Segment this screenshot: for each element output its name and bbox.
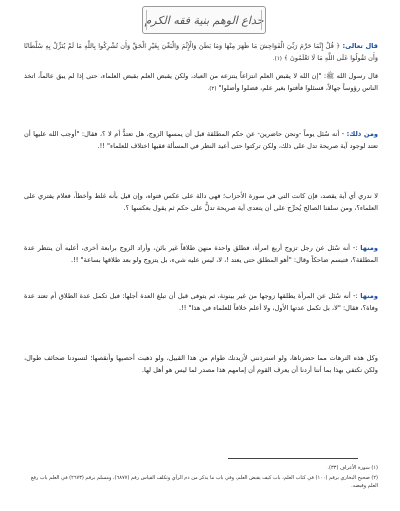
footnote-divider [228, 458, 358, 459]
paragraph-lead: ومنها [360, 244, 378, 252]
paragraph-body: لا ندري أي آية يقصد، فإن كانت التي في سورة الأحزاب؛ فهي دالة على عكس فتواه، وإن قيل بأنه غلط وأخطأ، فعلام يفتري على العلماء؟، ومن سلفنا الصالح يُحرِّج على أن يتعدى آية صريحة تدلُّ على حكم ثم يقول بعكسها ؟. [24, 192, 378, 212]
paragraph-body: قال رسول الله ﷺ: "إن الله لا يقبض العلم انتزاعاً ينتزعه من العباد، ولكن يقبض العلم بقبض العلماء، حتى إذا لم يبق عالماً، اتخذ الناس رؤوساً جهالاً، فسئلوا فأفتوا بغير علم، فضلوا وأضلوا" [24, 72, 378, 92]
paragraph-quran-verse [24, 40, 378, 65]
paragraph-example-2 [24, 242, 378, 266]
paragraph-body: :- أنه سُئل عن المرأة يطلقها زوجها من غير بينونة، ثم يتوفى قبل أن تبلغ العدة أجلها: فبل تكمل عدة الطلاق أم تعتد عدة وفاة؟، فقال: "لا، بل تكمل عدتها الأول، ولا أعلم خلافاً للعلماء في هذا" !!. [24, 292, 378, 312]
footnote-reference: (٢). [207, 86, 217, 92]
paragraph-body: :- أنه سُئل عن رجل تزوج أربع امرأة، فطلق واحدة منهن طلاقاً غير بائن، وأراد الزوج برابعة أخرى، أعليه أن ينتظر عدة المطلقة؟، فتبسم ضاحكاً وقال: "أهو المطلق حتى يعتد !، لا، ليس عليه شيء، بل يتزوج ولو بعد طلاقها بساعة" !!. [24, 244, 378, 264]
paragraph-lead: قال تعالى: [342, 42, 378, 50]
footnote-2: (٢) صحيح البخاري برقم (١٠٠) في كتاب العلم، باب كيف يقبض العلم، وفي باب ما يذكر من ذم الرأي وتكلف القياس رقم (٦٨٧٧)، ومسلم برقم (٢٦٧٣) في العلم باب رفع العلم وقبضه. [30, 475, 378, 489]
footnote-reference: (١). [272, 56, 282, 62]
paragraph-commentary [24, 190, 378, 214]
paragraph-conclusion [24, 352, 378, 376]
paragraph-body: وكل هذه الترهات مما حضرناها، ولو استرذنني لأزيدنك طوام من هذا القبيل، ولو ذهبت أحصيها وأنقصها؛ لتسودنا صحائف طوال، ولكن نكتفي بهذا بما أننا أردنا أن يعرف القوم أن إمامهم هذا مصدر لما ليس هو أهل لها. [24, 354, 378, 374]
paragraph-lead: ومنها [360, 292, 378, 300]
header-title: خداع الوهم بنية فقه الكرم [144, 13, 264, 27]
page-header [142, 6, 266, 34]
paragraph-body: - أنه سُئل يوماً -ونحن حاضرين- عن حكم المطلقة قبل أن يمسها الزوج، هل تعتدُّ أم لا ؟، فقال: "أوجب الله عليها أن تعتد لوجود آية صريحة تدل على ذلك، ولكن تركتوا حتى أعيد النظر في المسألة فقيها اختلاف للعلماء" !!. [24, 130, 378, 150]
paragraph-lead: ومن ذلك: [346, 130, 378, 138]
footnote-1: (١) سورة الأعراف (٣٣). [327, 465, 378, 471]
paragraph-body: ﴿ قُلْ إِنَّمَا حَرَّمَ رَبِّيَ الْفَوَاحِشَ مَا ظَهَرَ مِنْهَا وَمَا بَطَنَ وَالْإِثْمَ وَالْبَغْيَ بِغَيْرِ الْحَقِّ وَأَن تُشْرِكُوا بِاللَّهِ مَا لَمْ يُنَزِّلْ بِهِ سُلْطَانًا وَأَن تَقُولُوا عَلَى اللَّهِ مَا لَا تَعْلَمُونَ ﴾ [24, 42, 378, 62]
paragraph-hadith [24, 70, 378, 95]
paragraph-example-1 [24, 128, 378, 152]
paragraph-example-3 [24, 290, 378, 314]
